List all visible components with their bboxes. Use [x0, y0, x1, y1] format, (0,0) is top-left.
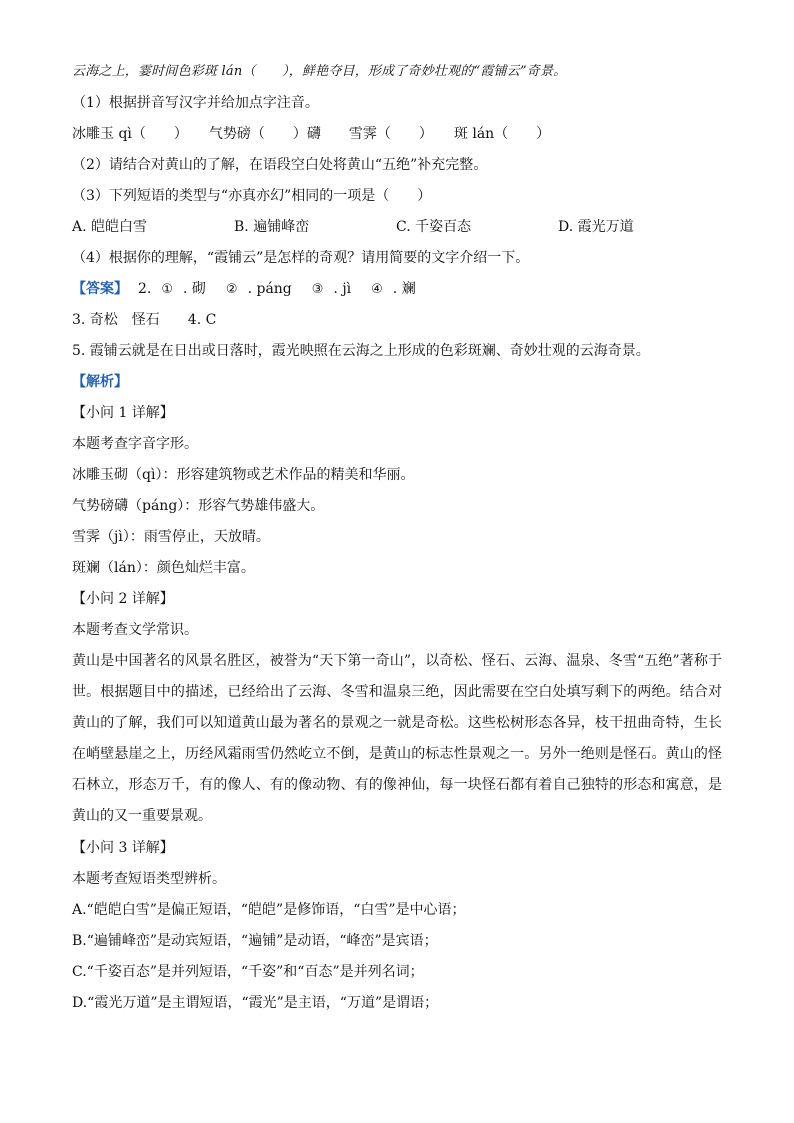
subquestion-3-option-d: D.“霞光万道”是主谓短语，“霞光”是主语，“万道”是谓语； [72, 995, 439, 1011]
subquestion-1-text: 斑斓（lán）：颜色灿烂丰富。 [72, 560, 255, 576]
question-2: （2）请结合对黄山的了解，在语段空白处将黄山“五绝”补充完整。 [72, 157, 488, 173]
subquestion-1-heading: 【小问 1 详解】 [72, 405, 174, 421]
subquestion-3-option-c: C.“千姿百态”是并列短语，“千姿”和“百态”是并列名词； [72, 964, 424, 980]
answer-5: 5. 霞铺云就是在日出或日落时，霞光映照在云海之上形成的色彩斑斓、奇妙壮观的云海奇景。 [72, 343, 650, 359]
answer-3-4: 3. 奇松 怪石 4. C [72, 312, 217, 328]
subquestion-3-heading: 【小问 3 详解】 [72, 840, 174, 856]
option-b: B. 遍铺峰峦 [234, 219, 310, 235]
subquestion-1-text: 气势磅礴（páng）：形容气势雄伟盛大。 [72, 498, 325, 514]
analysis-heading: 【解析】 [72, 374, 128, 390]
answer-label: 【答案】 [72, 281, 128, 297]
subquestion-1-text: 本题考查字音字形。 [72, 436, 198, 452]
subquestion-2-heading: 【小问 2 详解】 [72, 591, 174, 607]
subquestion-2-text: 本题考查文学常识。 [72, 622, 198, 638]
subquestion-1-text: 雪霁（jì）：雨雪停止，天放晴。 [72, 529, 270, 545]
question-3-options [72, 217, 722, 237]
subquestion-3-option-b: B.“遍铺峰峦”是动宾短语，“遍铺”是动语，“峰峦”是宾语； [72, 933, 438, 949]
circle-number-1: ① [161, 282, 174, 297]
subquestion-3-option-a: A.“皑皑白雪”是偏正短语，“皑皑”是修饰语，“白雪”是中心语； [72, 902, 466, 918]
answer-item-4: ④ . 斓 [371, 279, 426, 299]
question-3: （3）下列短语的类型与“亦真亦幻”相同的一项是（ ） [72, 188, 432, 204]
answer-row [72, 279, 722, 299]
option-d: D. 霞光万道 [558, 219, 634, 235]
document-page [72, 62, 722, 1024]
answer-lead: 2. [138, 281, 152, 297]
question-1-items: 冰雕玉 qì（ ） 气势磅（ ）礴 雪霁（ ） 斑 lán（ ） [72, 126, 551, 142]
answer-item-3: ③ . jì [312, 279, 361, 299]
subquestion-1-text: 冰雕玉砌（qì）：形容建筑物或艺术作品的精美和华丽。 [72, 467, 415, 483]
subquestion-2-paragraph: 黄山是中国著名的风景名胜区，被誉为“天下第一奇山”，以奇松、怪石、云海、温泉、冬雪“五绝”著称于世。根据题目中的描述，已经给出了云海、冬雪和温泉三绝，因此需要在空白处填写剩下的两绝。结合对黄山的了解，我们可以知道黄山最为著名的景观之一就是奇松。这些松树形态各异，枝干扭曲奇特，生长在峭壁悬崖之上，历经风霜雨雪仍然屹立不倒，是黄山的标志性景观之一。另外一绝则是怪石。黄山的怪石林立，形态万千，有的像人、有的像动物、有的像神仙，每一块怪石都有着自己独特的形态和寓意，是黄山的又一重要景观。 [72, 653, 722, 824]
passage-line: 云海之上，霎时间色彩斑 lán（ ），鲜艳夺目，形成了奇妙壮观的“霞铺云”奇景。 [72, 64, 567, 79]
option-a: A. 皑皑白雪 [72, 219, 148, 235]
circle-number-3: ③ [311, 282, 324, 297]
question-4: （4）根据你的理解，“霞铺云”是怎样的奇观？请用简要的文字介绍一下。 [72, 250, 530, 266]
circle-number-2: ② [225, 282, 238, 297]
question-1: （1）根据拼音写汉字并给加点字注音。 [72, 95, 319, 111]
option-c: C. 千姿百态 [396, 219, 472, 235]
answer-item-1: ① . 砌 [161, 279, 216, 299]
subquestion-3-text: 本题考查短语类型辨析。 [72, 871, 226, 887]
circle-number-4: ④ [371, 282, 383, 297]
answer-item-2: ② . páng [226, 279, 302, 299]
